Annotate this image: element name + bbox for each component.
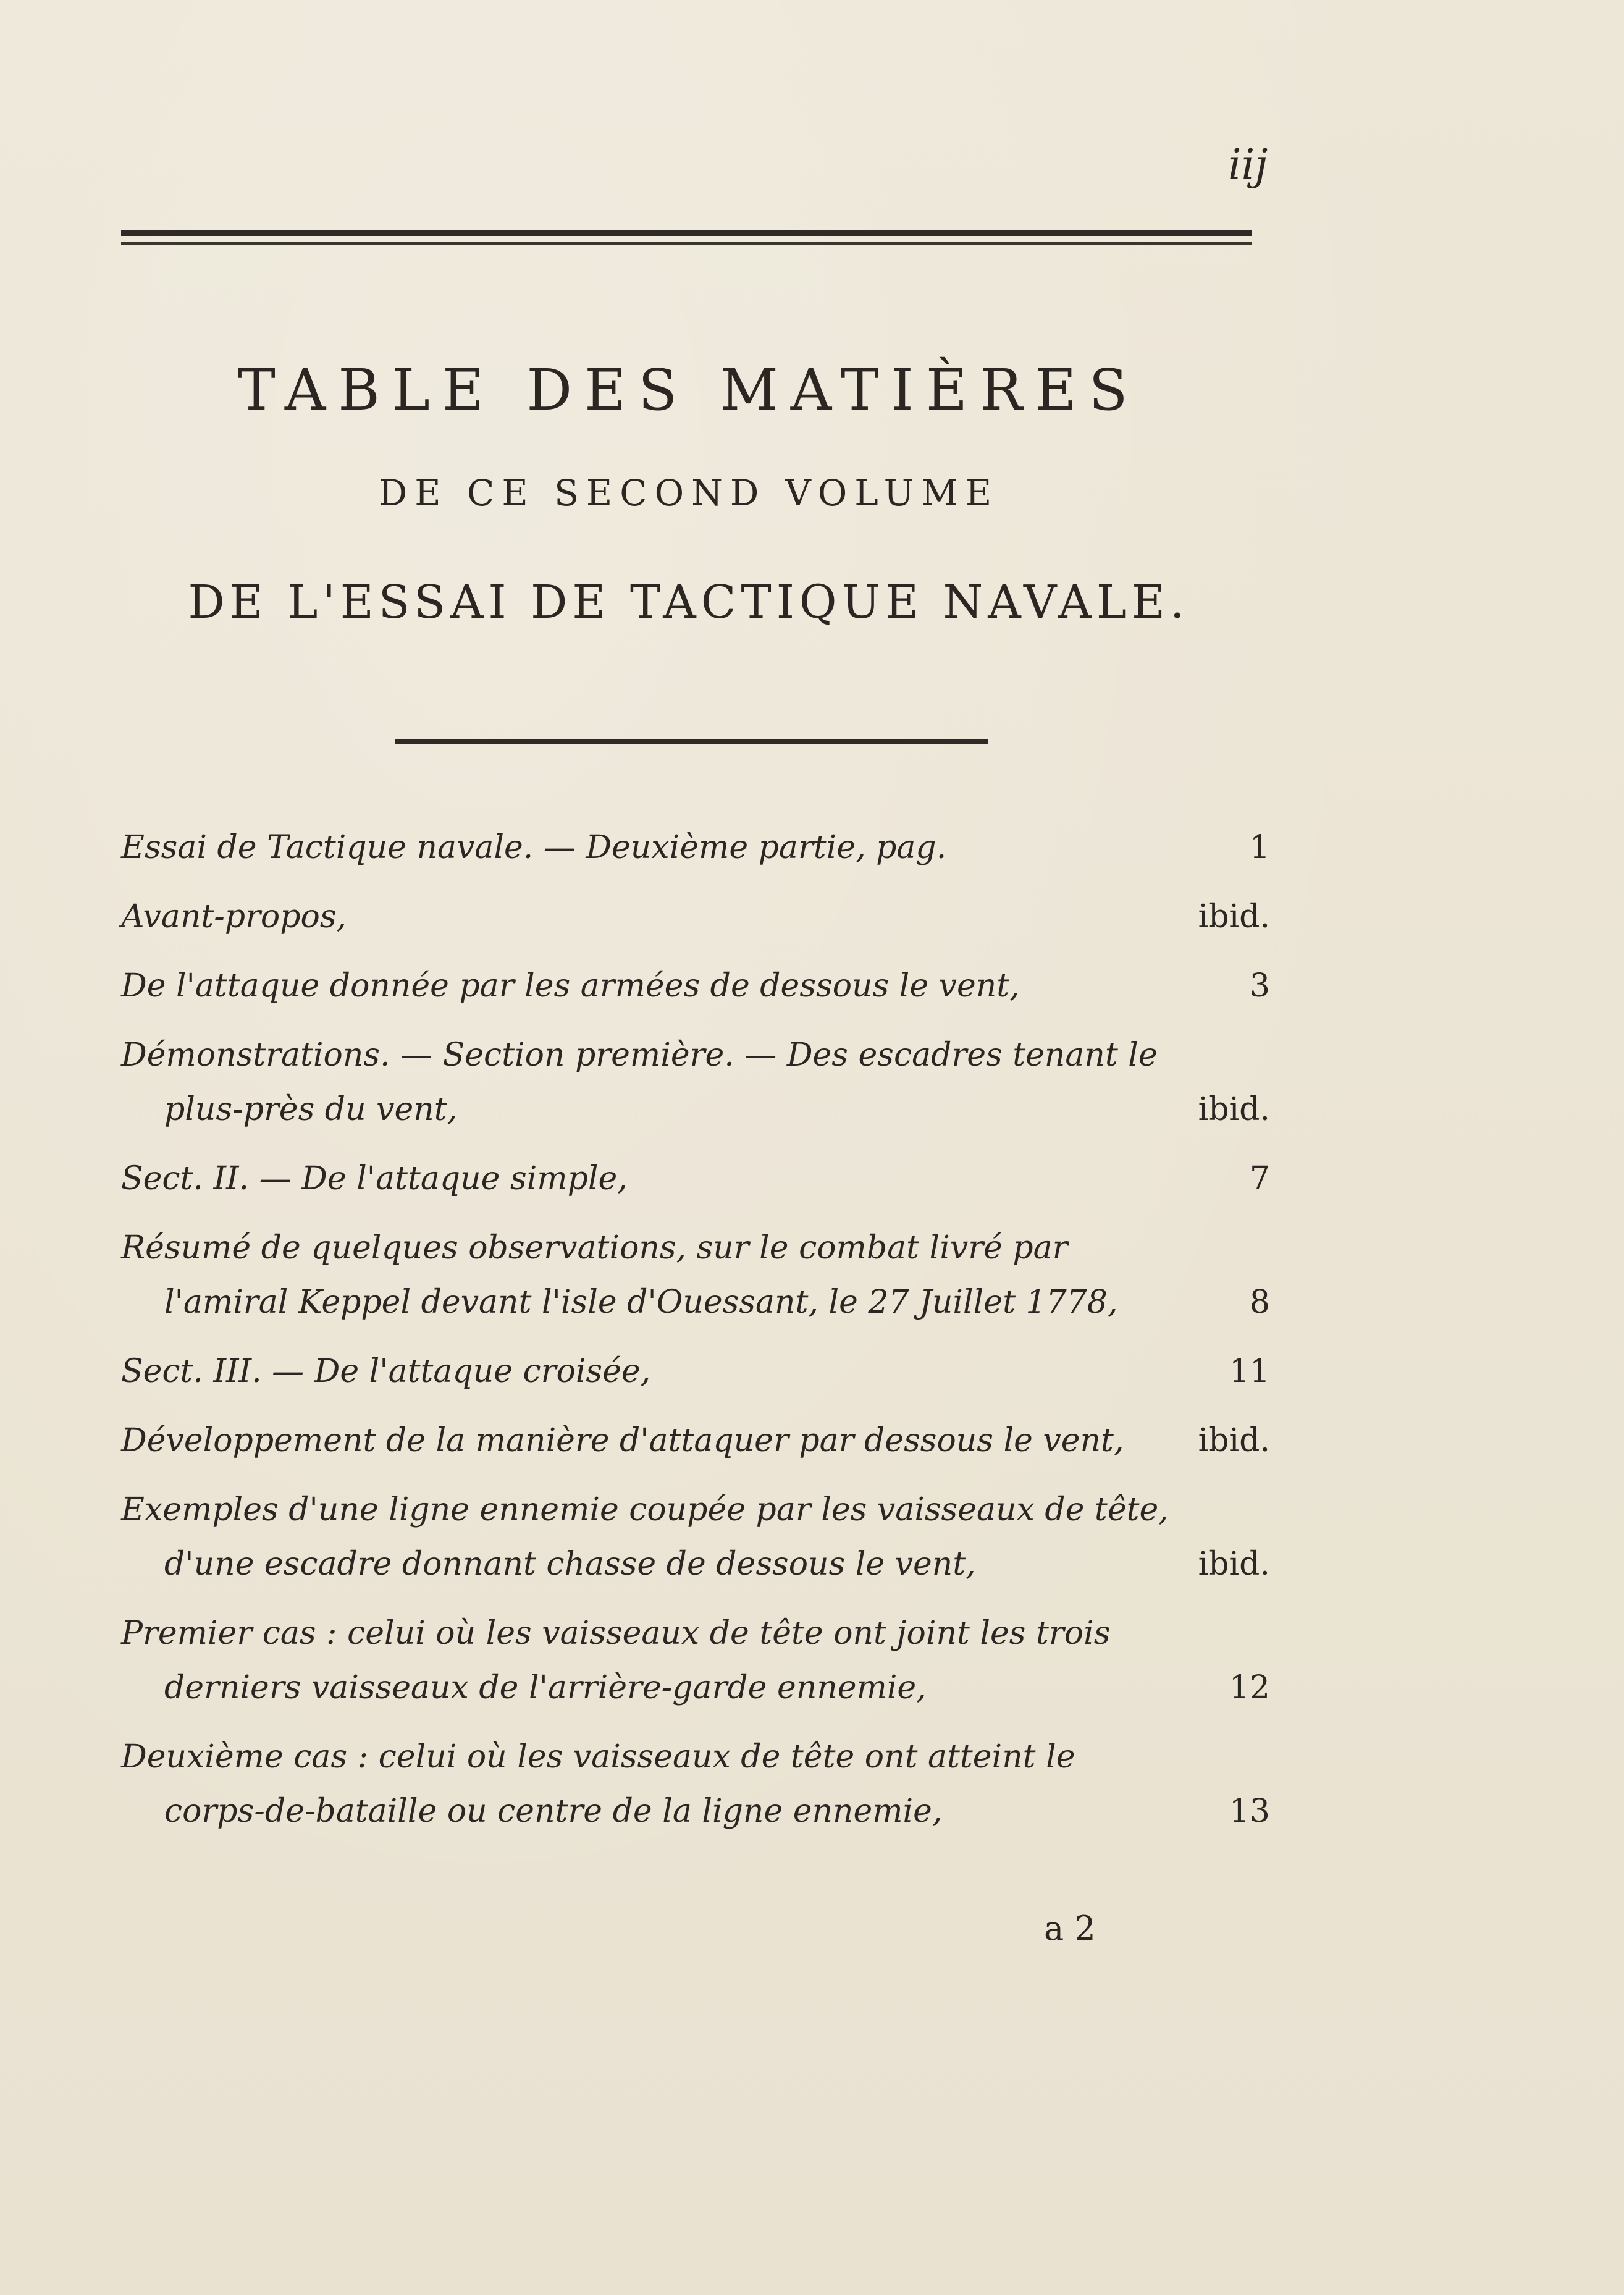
top-rule-thin <box>121 242 1252 245</box>
toc-entry-page: ibid. <box>1198 1091 1270 1128</box>
page-title: TABLE DES MATIÈRES <box>237 357 1140 423</box>
toc-entry-page: 1 <box>1249 829 1270 866</box>
toc-entry-page: 3 <box>1249 967 1270 1004</box>
toc-entry-text: Deuxième cas : celui où les vaisseaux de tête ont atteint le corps-de-bataille ou centre de la ligne ennemie, <box>121 1738 1075 1830</box>
toc-entry-text: Avant-propos, <box>121 898 347 935</box>
toc-entry <box>121 1221 1270 1329</box>
toc-entry-page: 12 <box>1229 1669 1270 1706</box>
toc-entry <box>121 1606 1270 1715</box>
toc-entry-page: 7 <box>1249 1160 1270 1197</box>
toc-entry-text: Essai de Tactique navale. — Deuxième partie, pag. <box>121 829 947 866</box>
toc-entry-text: Démonstrations. — Section première. — Des escadres tenant le plus-près du vent, <box>121 1037 1158 1128</box>
top-rule <box>121 230 1252 236</box>
toc-entry <box>121 890 1270 944</box>
toc-entry-page: ibid. <box>1198 1422 1270 1459</box>
toc-entry-page: ibid. <box>1198 898 1270 935</box>
table-of-contents <box>121 820 1270 1853</box>
toc-entry-page: ibid. <box>1198 1546 1270 1583</box>
toc-entry <box>121 1730 1270 1838</box>
toc-entry <box>121 1483 1270 1591</box>
toc-entry-text: Développement de la manière d'attaquer par dessous le vent, <box>121 1422 1124 1459</box>
subtitle-volume: DE CE SECOND VOLUME <box>378 472 999 514</box>
toc-entry-text: Sect. II. — De l'attaque simple, <box>121 1160 628 1197</box>
toc-entry-page: 11 <box>1229 1353 1270 1390</box>
toc-entry-page: 8 <box>1249 1284 1270 1321</box>
toc-entry-text: Premier cas : celui où les vaisseaux de tête ont joint les trois derniers vaisseaux de l'arrière-garde ennemie, <box>121 1615 1111 1706</box>
toc-entry <box>121 1344 1270 1399</box>
page-folio: iij <box>1227 141 1268 190</box>
toc-entry-page: 13 <box>1229 1793 1270 1830</box>
toc-entry-text: Sect. III. — De l'attaque croisée, <box>121 1353 651 1390</box>
signature-mark: a 2 <box>1044 1909 1096 1948</box>
toc-entry <box>121 820 1270 875</box>
toc-entry <box>121 1028 1270 1137</box>
toc-entry <box>121 959 1270 1013</box>
subtitle-work: DE L'ESSAI DE TACTIQUE NAVALE. <box>188 576 1190 629</box>
toc-entry-text: Résumé de quelques observations, sur le combat livré par l'amiral Keppel devant l'isle d'Ouessant, le 27 Juillet 1778, <box>121 1229 1118 1321</box>
toc-entry <box>121 1413 1270 1468</box>
toc-entry <box>121 1152 1270 1206</box>
toc-entry-text: De l'attaque donnée par les armées de dessous le vent, <box>121 967 1020 1004</box>
ornamental-rule <box>395 739 988 744</box>
toc-entry-text: Exemples d'une ligne ennemie coupée par les vaisseaux de tête, d'une escadre donnant chasse de dessous le vent, <box>121 1491 1169 1583</box>
